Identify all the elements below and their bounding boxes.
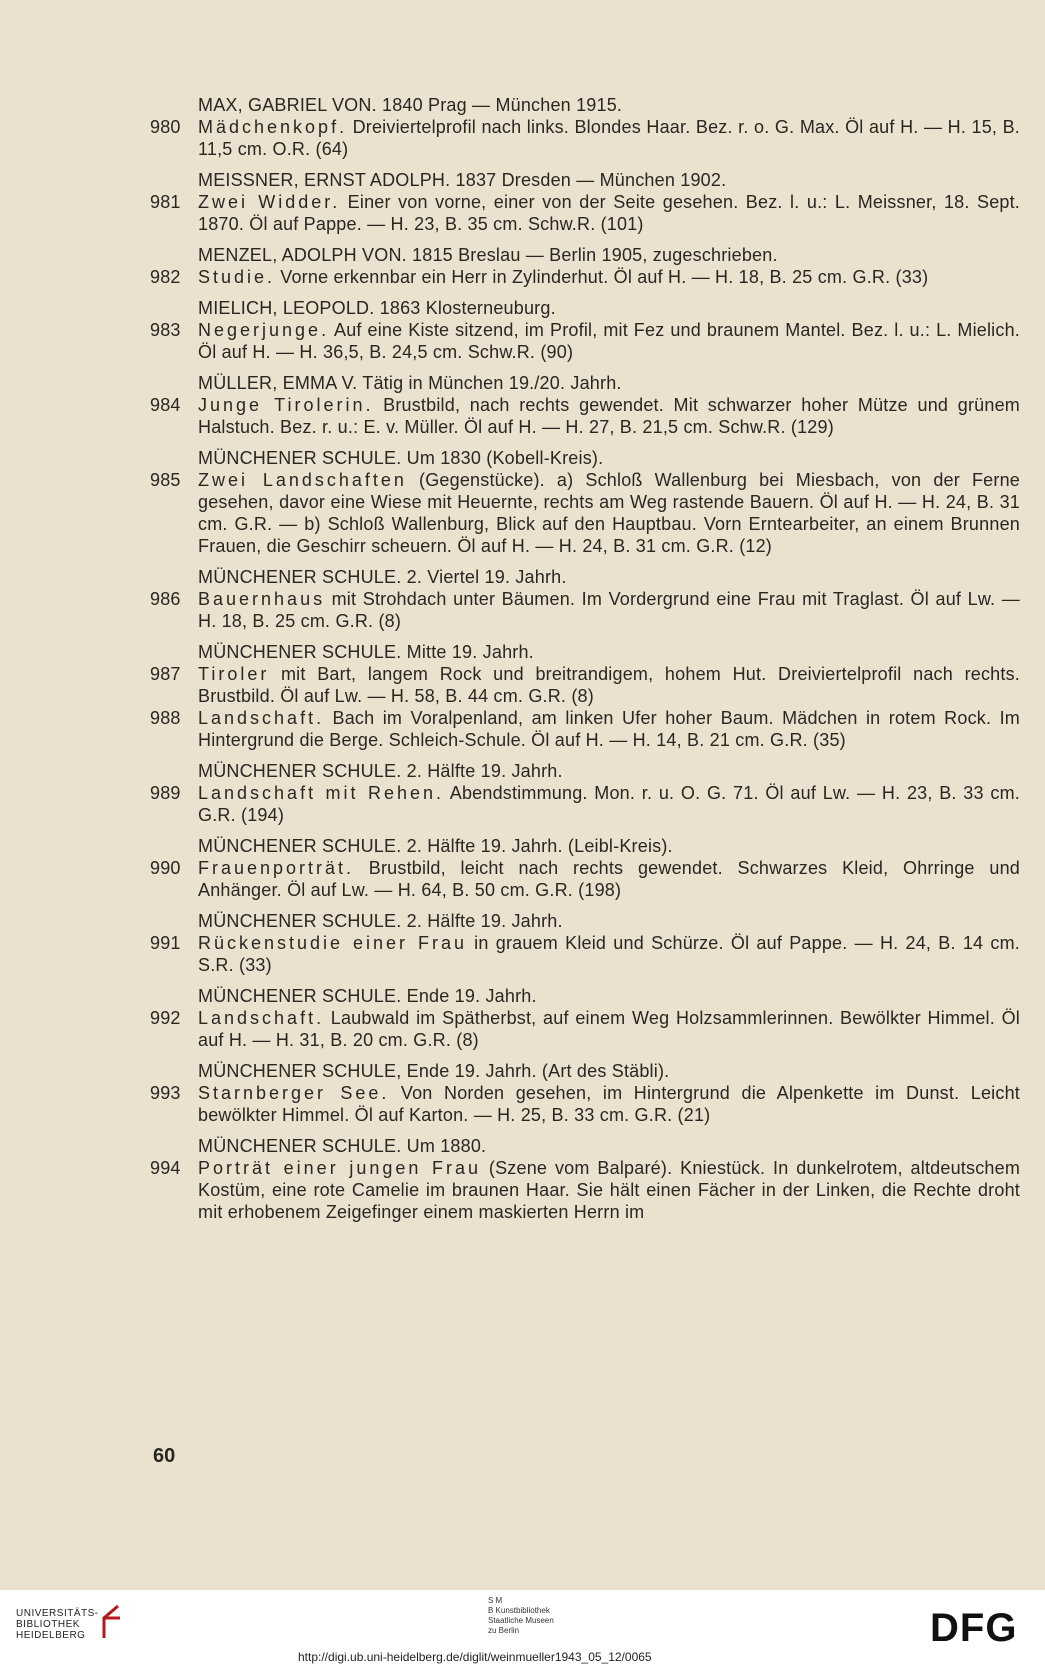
page-number: 60 bbox=[153, 1445, 176, 1467]
catalog-section bbox=[150, 244, 1020, 288]
lot-description: mit Bart, langem Rock und breitrandigem, hohem Hut. Dreiviertelprofil nach rechts. Brustbild. Öl auf Lw. — H. 58, B. 44 cm. G.R. (8) bbox=[198, 664, 1020, 706]
lot-title: Studie. bbox=[198, 267, 276, 287]
lot-entry bbox=[150, 663, 1020, 707]
lot-title: Negerjunge. bbox=[198, 320, 330, 340]
catalog-section bbox=[150, 372, 1020, 438]
library-logo-line: BIBLIOTHEK bbox=[16, 1619, 80, 1630]
lot-title: Zwei Landschaften bbox=[198, 470, 407, 490]
artist-heading: MÜNCHENER SCHULE. Ende 19. Jahrh. bbox=[198, 986, 537, 1006]
lot-number: 984 bbox=[150, 395, 181, 415]
lot-title: Bauernhaus bbox=[198, 589, 326, 609]
lot-description: in grauem Kleid und Schürze. Öl auf Pappe. — H. 24, B. 14 cm. S.R. (33) bbox=[198, 933, 1020, 975]
lot-entry bbox=[150, 191, 1020, 235]
lot-description: Abendstimmung. Mon. r. u. O. G. 71. Öl auf Lw. — H. 23, B. 33 cm. G.R. (194) bbox=[198, 783, 1020, 825]
artist-heading: MAX, GABRIEL VON. 1840 Prag — München 1915. bbox=[198, 95, 623, 115]
lot-number: 981 bbox=[150, 192, 181, 212]
artist-heading: MÜNCHENER SCHULE. Mitte 19. Jahrh. bbox=[198, 642, 534, 662]
lot-entry bbox=[150, 116, 1020, 160]
stamp-line: S M bbox=[488, 1596, 503, 1605]
library-logo-line: HEIDELBERG bbox=[16, 1630, 86, 1641]
lot-number: 994 bbox=[150, 1158, 181, 1178]
lot-title: Junge Tirolerin. bbox=[198, 395, 374, 415]
lot-description: Von Norden gesehen, im Hintergrund die Alpenkette im Dunst. Leicht bewölkter Himmel. Öl auf Karton. — H. 25, B. 33 cm. G.R. (21) bbox=[198, 1083, 1020, 1125]
lot-title: Frauenporträt. bbox=[198, 858, 355, 878]
catalog-entries bbox=[150, 94, 1020, 1232]
artist-heading: MIELICH, LEOPOLD. 1863 Klosterneuburg. bbox=[198, 298, 556, 318]
catalog-section bbox=[150, 566, 1020, 632]
lot-title: Landschaft mit Rehen. bbox=[198, 783, 445, 803]
catalog-section bbox=[150, 94, 1020, 160]
lot-entry bbox=[150, 782, 1020, 826]
lot-number: 987 bbox=[150, 664, 181, 684]
museum-stamp bbox=[488, 1596, 554, 1636]
lot-number: 992 bbox=[150, 1008, 181, 1028]
lot-number: 985 bbox=[150, 470, 181, 490]
source-url-link[interactable]: http://digi.ub.uni-heidelberg.de/diglit/weinmueller1943_05_12/0065 bbox=[298, 1650, 652, 1664]
lot-number: 982 bbox=[150, 267, 181, 287]
lot-entry bbox=[150, 266, 1020, 288]
dfg-logo[interactable]: DFG bbox=[930, 1606, 1018, 1650]
lot-number: 986 bbox=[150, 589, 181, 609]
stamp-line: Staatliche Museen bbox=[488, 1616, 554, 1625]
digitization-footer bbox=[0, 1590, 1045, 1665]
lot-number: 989 bbox=[150, 783, 181, 803]
lot-title: Starnberger See. bbox=[198, 1083, 390, 1103]
library-logo[interactable] bbox=[16, 1608, 99, 1641]
lot-entry bbox=[150, 1157, 1020, 1223]
lot-description: Bach im Voralpenland, am linken Ufer hoher Baum. Mädchen in rotem Rock. Im Hintergrund die Berge. Schleich-Schule. Öl auf H. — H. 14, B. 21 cm. G.R. (35) bbox=[198, 708, 1020, 750]
lot-entry bbox=[150, 588, 1020, 632]
catalog-section bbox=[150, 835, 1020, 901]
catalog-section bbox=[150, 297, 1020, 363]
lot-title: Tiroler bbox=[198, 664, 270, 684]
lot-number: 993 bbox=[150, 1083, 181, 1103]
lot-description: (Szene vom Balparé). Kniestück. In dunkelrotem, altdeutschem Kostüm, eine rote Camelie im braunen Haar. Sie hält einen Fächer in der Linken, die Rechte droht mit erhobenem Zeigefinger einem maskierten Herrn im bbox=[198, 1158, 1021, 1222]
artist-heading: MÜNCHENER SCHULE, Ende 19. Jahrh. (Art des Stäbli). bbox=[198, 1061, 670, 1081]
lot-number: 983 bbox=[150, 320, 181, 340]
artist-heading: MÜNCHENER SCHULE. 2. Hälfte 19. Jahrh. bbox=[198, 911, 563, 931]
lot-entry bbox=[150, 319, 1020, 363]
lot-description: Brustbild, leicht nach rechts gewendet. Schwarzes Kleid, Ohrringe und Anhänger. Öl auf Lw. — H. 64, B. 50 cm. G.R. (198) bbox=[198, 858, 1020, 900]
lot-title: Landschaft. bbox=[198, 1008, 325, 1028]
lot-description: Einer von vorne, einer von der Seite gesehen. Bez. l. u.: L. Meissner, 18. Sept. 1870. Öl auf Pappe. — H. 23, B. 35 cm. Schw.R. (101) bbox=[198, 192, 1021, 234]
artist-heading: MENZEL, ADOLPH VON. 1815 Breslau — Berlin 1905, zugeschrieben. bbox=[198, 245, 778, 265]
stamp-line: B Kunstbibliothek bbox=[488, 1606, 550, 1615]
lot-entry bbox=[150, 394, 1020, 438]
lot-entry bbox=[150, 1082, 1020, 1126]
catalog-section bbox=[150, 985, 1020, 1051]
lot-title: Mädchenkopf. bbox=[198, 117, 348, 137]
artist-heading: MÜNCHENER SCHULE. 2. Viertel 19. Jahrh. bbox=[198, 567, 567, 587]
artist-heading: MEISSNER, ERNST ADOLPH. 1837 Dresden — München 1902. bbox=[198, 170, 727, 190]
catalog-section bbox=[150, 1135, 1020, 1223]
catalog-section bbox=[150, 910, 1020, 976]
catalog-section bbox=[150, 447, 1020, 557]
library-logo-line: UNIVERSITÄTS- bbox=[16, 1608, 99, 1619]
artist-heading: MÜNCHENER SCHULE. 2. Hälfte 19. Jahrh. (Leibl-Kreis). bbox=[198, 836, 673, 856]
lot-title: Landschaft. bbox=[198, 708, 325, 728]
artist-heading: MÜNCHENER SCHULE. Um 1830 (Kobell-Kreis). bbox=[198, 448, 604, 468]
catalog-section bbox=[150, 1060, 1020, 1126]
lot-number: 980 bbox=[150, 117, 181, 137]
lot-description: mit Strohdach unter Bäumen. Im Vordergrund eine Frau mit Traglast. Öl auf Lw. — H. 18, B. 25 cm. G.R. (8) bbox=[198, 589, 1020, 631]
lot-entry bbox=[150, 857, 1020, 901]
artist-heading: MÜNCHENER SCHULE. Um 1880. bbox=[198, 1136, 487, 1156]
catalog-section bbox=[150, 169, 1020, 235]
lot-description: Laubwald im Spätherbst, auf einem Weg Holzsammlerinnen. Bewölkter Himmel. Öl auf H. — H. 31, B. 20 cm. G.R. (8) bbox=[198, 1008, 1021, 1050]
lot-entry bbox=[150, 469, 1020, 557]
lot-number: 988 bbox=[150, 708, 181, 728]
lot-entry bbox=[150, 1007, 1020, 1051]
lot-title: Rückenstudie einer Frau bbox=[198, 933, 468, 953]
library-mark-icon bbox=[96, 1602, 126, 1642]
stamp-line: zu Berlin bbox=[488, 1626, 520, 1635]
lot-entry bbox=[150, 932, 1020, 976]
artist-heading: MÜNCHENER SCHULE. 2. Hälfte 19. Jahrh. bbox=[198, 761, 563, 781]
lot-description: Auf eine Kiste sitzend, im Profil, mit Fez und braunem Mantel. Bez. l. u.: L. Mielich. Öl auf H. — H. 36,5, B. 24,5 cm. Schw.R. (90) bbox=[198, 320, 1020, 362]
lot-title: Zwei Widder. bbox=[198, 192, 341, 212]
catalog-section bbox=[150, 641, 1020, 751]
lot-title: Porträt einer jungen Frau bbox=[198, 1158, 482, 1178]
lot-description: Vorne erkennbar ein Herr in Zylinderhut. Öl auf H. — H. 18, B. 25 cm. G.R. (33) bbox=[280, 267, 929, 287]
lot-number: 990 bbox=[150, 858, 181, 878]
artist-heading: MÜLLER, EMMA V. Tätig in München 19./20. Jahrh. bbox=[198, 373, 622, 393]
lot-number: 991 bbox=[150, 933, 181, 953]
lot-entry bbox=[150, 707, 1020, 751]
catalog-section bbox=[150, 760, 1020, 826]
lot-description: Brustbild, nach rechts gewendet. Mit schwarzer hoher Mütze und grünem Halstuch. Bez. r. u.: E. v. Müller. Öl auf H. — H. 27, B. 21,5 cm. Schw.R. (129) bbox=[198, 395, 1020, 437]
lot-description: Dreiviertelprofil nach links. Blondes Haar. Bez. r. o. G. Max. Öl auf H. — H. 15, B. 11,5 cm. O.R. (64) bbox=[198, 117, 1020, 159]
lot-description: (Gegenstücke). a) Schloß Wallenburg bei Miesbach, von der Ferne gesehen, davor eine Wiese mit Heuernte, rechts am Weg rastende Bauern. Öl auf H. — H. 24, B. 31 cm. G.R. — b) Schloß Wallenburg, Blick auf den Hauptbau. Vorn Erntearbeiter, an einem Brunnen Frauen, die Geschirr scheuern. Öl auf H. — H. 24, B. 31 cm. G.R. (12) bbox=[198, 470, 1021, 556]
